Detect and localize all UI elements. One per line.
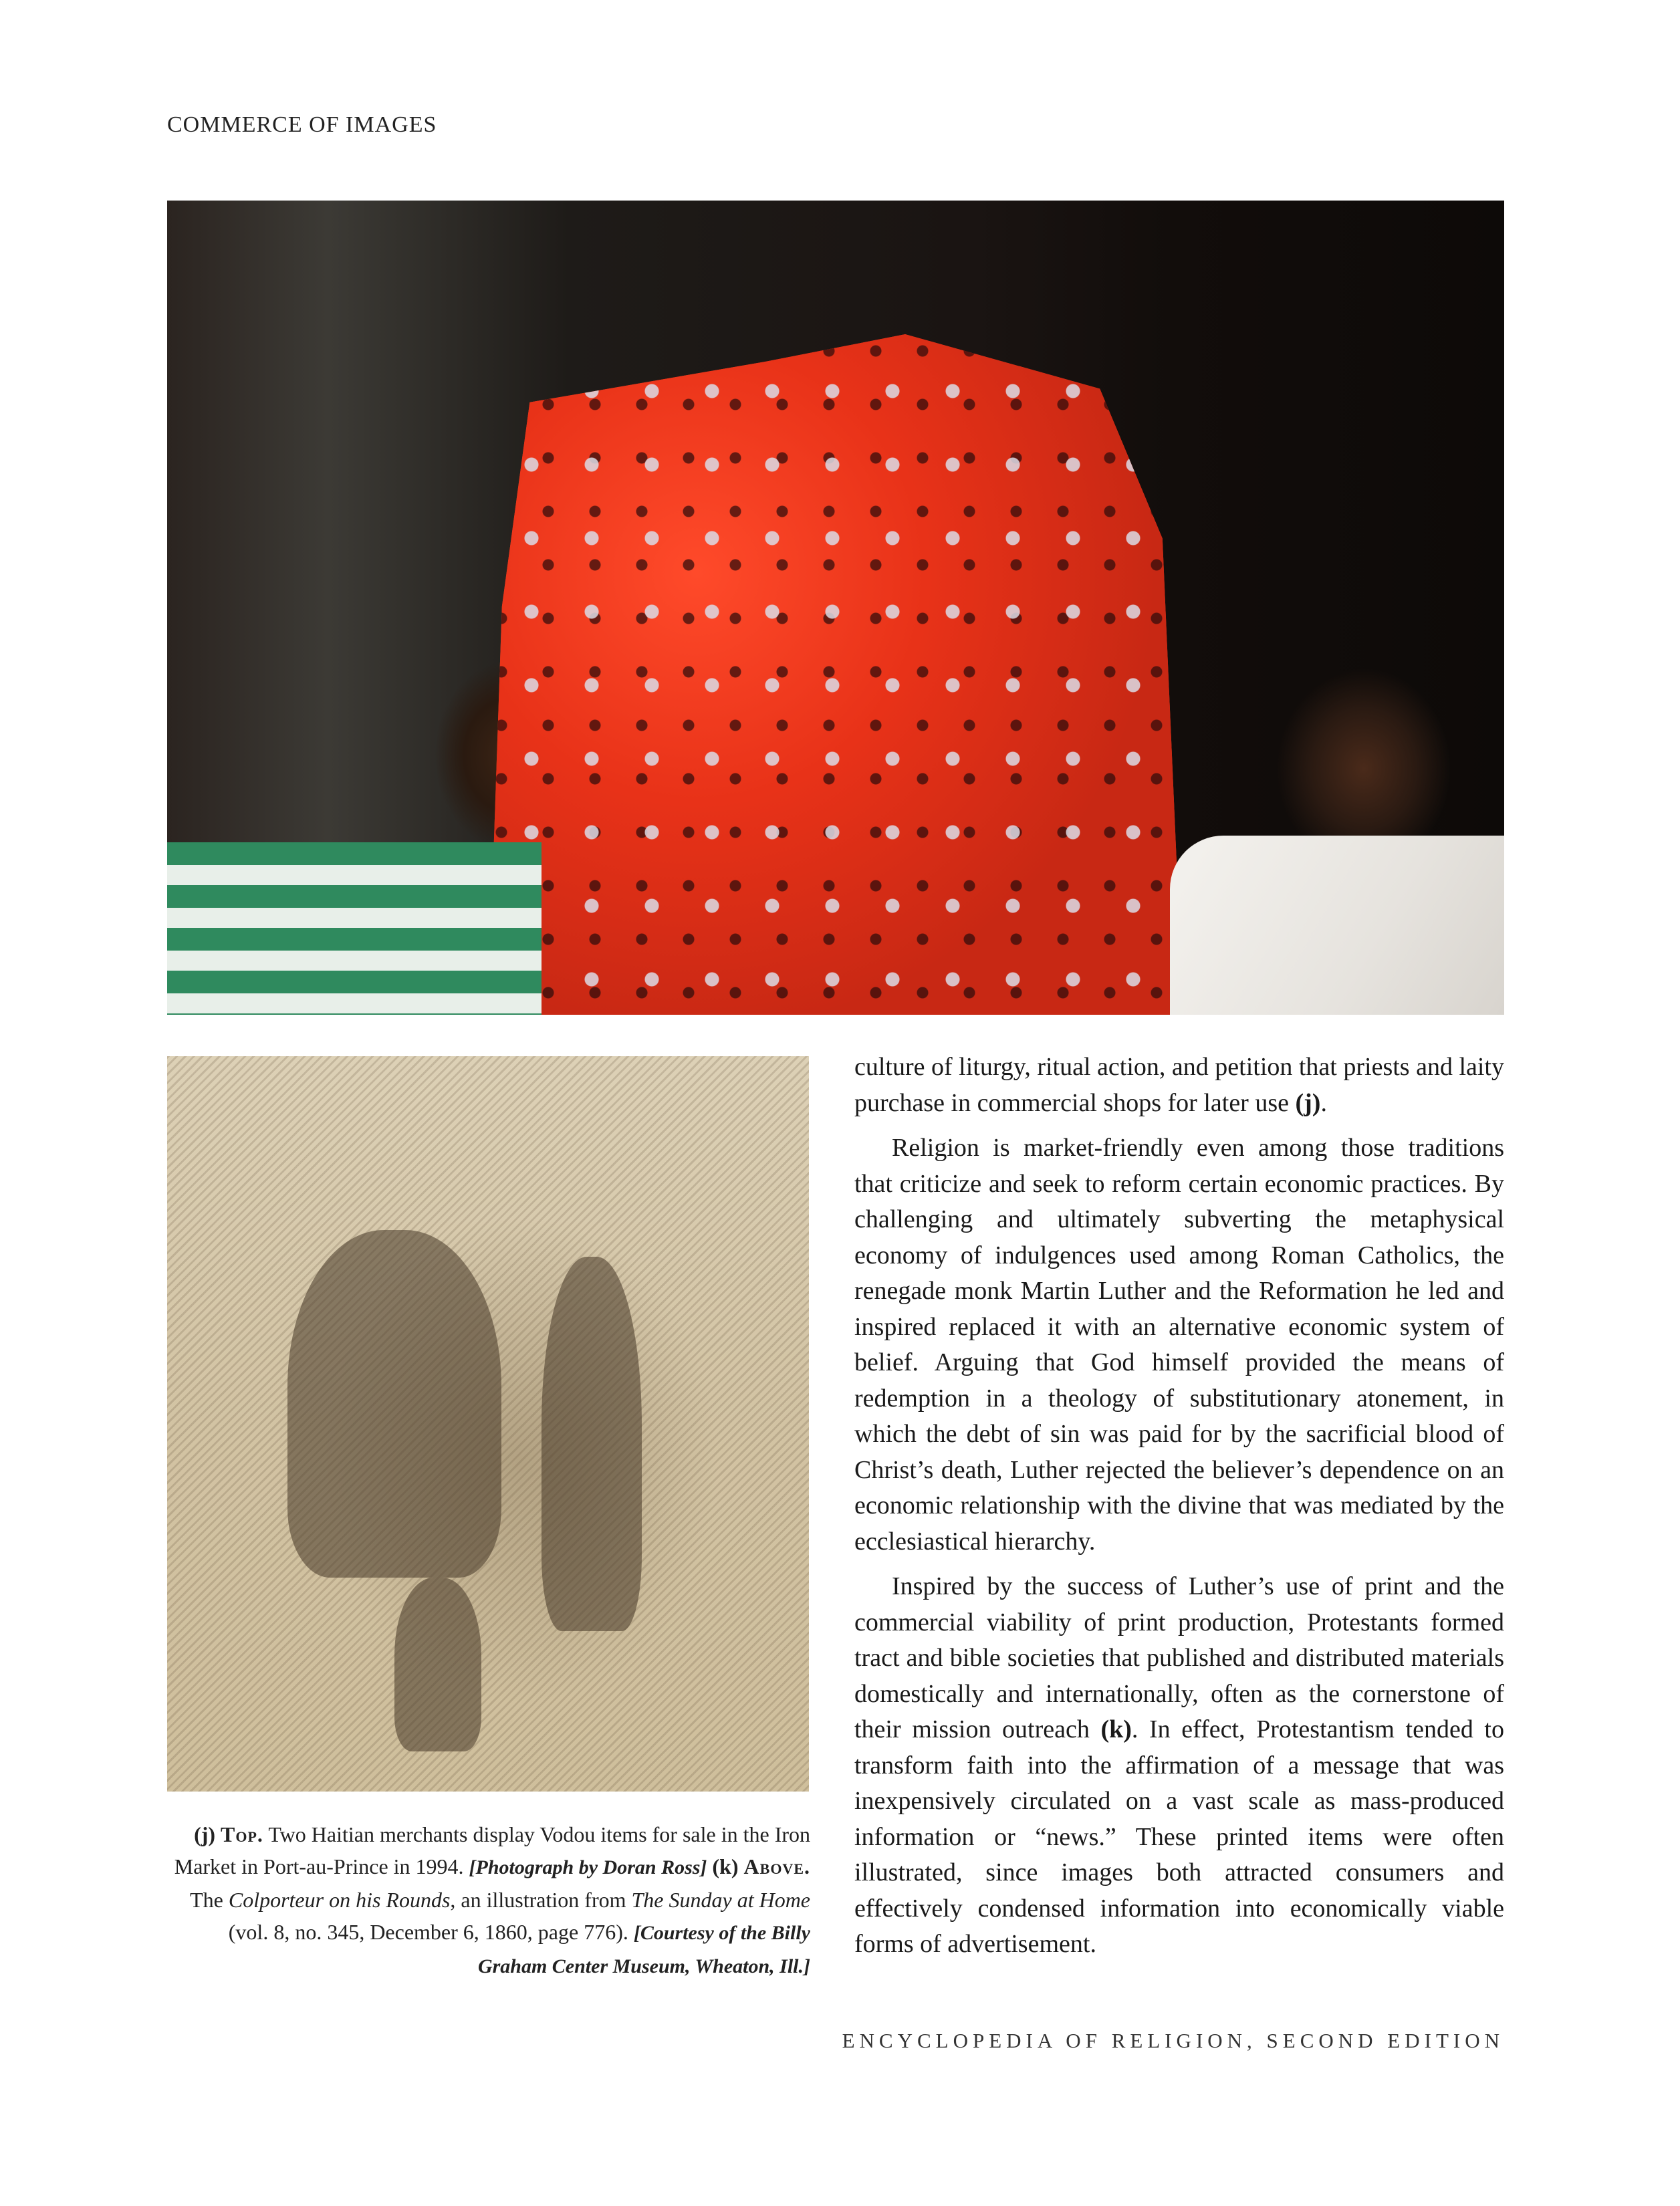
figure-caption bbox=[167, 1818, 810, 1983]
body-text bbox=[854, 1050, 1504, 1972]
white-shirt bbox=[1170, 836, 1504, 1015]
caption-k-work-title: Colporteur on his Rounds bbox=[228, 1888, 451, 1912]
caption-k-letter: (k) bbox=[712, 1854, 739, 1878]
caption-k-publication: The Sunday at Home bbox=[631, 1888, 810, 1912]
paragraph-3-end: . In effect, Protestantism tended to transform faith into the affirmation of a message that was inexpensively circulated on a vast scale as mass-produced information or “news.” These printed items were often illustrated, since images both attracted consumers and effectively condensed information into economically viable forms of advertisement. bbox=[854, 1715, 1504, 1958]
caption-k-prefix: The bbox=[190, 1888, 223, 1912]
caption-j-letter: (j) bbox=[194, 1822, 216, 1846]
engraving-figure-colporteur bbox=[542, 1257, 642, 1631]
sequin-pattern bbox=[488, 334, 1183, 1015]
paragraph-3 bbox=[854, 1569, 1504, 1963]
paragraph-3-text: Inspired by the success of Luther’s use of print and the commercial viability of print production, Protestants formed tract and bible societies that published and distributed materials domestically and internationally, often as the cornerstone of their mission outreach bbox=[854, 1572, 1504, 1743]
paragraph-1-text: culture of liturgy, ritual action, and petition that priests and laity purchase in commercial shops for later use bbox=[854, 1053, 1504, 1117]
engraving-figure-child bbox=[394, 1578, 481, 1751]
caption-k-credit: [Courtesy of the Billy Graham Center Museum, Wheaton, Ill.] bbox=[477, 1922, 810, 1977]
caption-j-position: Top. bbox=[221, 1822, 263, 1846]
paragraph-2-text: Religion is market-friendly even among those traditions that criticize and seek to reform certain economic practices. By challenging and ultimately subverting the metaphysical economy of indulgences used among Roman Catholics, the renegade monk Martin Luther and the Reformation he led and inspired replaced it with an alternative economic system of belief. Arguing that God himself provided the means of redemption in a theology of substitutionary atonement, in which the debt of sin was paid for by the sacrificial blood of Christ’s death, Luther rejected the believer’s dependence on an economic relationship with the divine that was mediated by the ecclesiastical hierarchy. bbox=[854, 1134, 1504, 1556]
photo-haitian-merchants bbox=[167, 201, 1504, 1015]
caption-j-description: Two Haitian merchants display Vodou items for sale in the Iron Market in Port-au-Prince in 1994. bbox=[174, 1822, 810, 1878]
striped-shirt bbox=[167, 842, 542, 1015]
caption-k-middle: , an illustration from bbox=[450, 1888, 626, 1912]
paragraph-2 bbox=[854, 1130, 1504, 1560]
caption-k-suffix: (vol. 8, no. 345, December 6, 1860, page 776). bbox=[228, 1920, 628, 1944]
paragraph-1-end: . bbox=[1320, 1088, 1327, 1117]
paragraph-1 bbox=[854, 1050, 1504, 1121]
footer-publication: ENCYCLOPEDIA OF RELIGION, SECOND EDITION bbox=[842, 2029, 1504, 2052]
caption-k-position: Above. bbox=[743, 1854, 810, 1878]
caption-j-credit: [Photograph by Doran Ross] bbox=[469, 1856, 707, 1878]
engraving-figure-family bbox=[287, 1230, 501, 1578]
red-vodou-banner bbox=[488, 334, 1183, 1015]
figure-ref-j: (j) bbox=[1295, 1088, 1321, 1117]
running-head: COMMERCE OF IMAGES bbox=[167, 112, 437, 137]
engraving-colporteur bbox=[167, 1056, 809, 1792]
figure-ref-k: (k) bbox=[1100, 1715, 1132, 1743]
